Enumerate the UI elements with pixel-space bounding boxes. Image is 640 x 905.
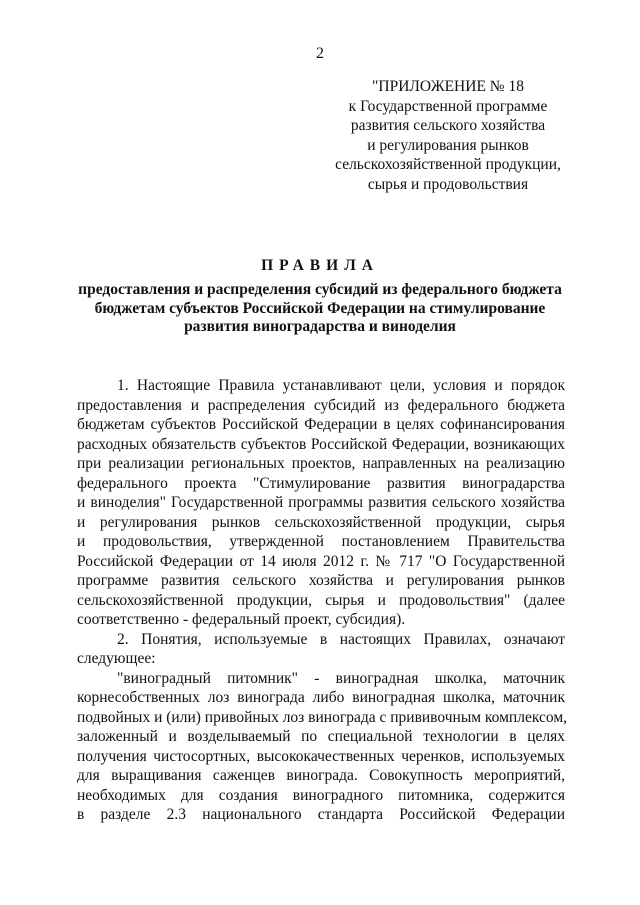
paragraph-1-line: и виноделия" Государственной программы развития сельского хозяйства — [77, 494, 565, 511]
appendix-heading — [332, 77, 564, 194]
page-number: 2 — [316, 45, 324, 62]
paragraph-3-line: для выращивания саженцев винограда. Совокупность мероприятий, — [77, 767, 565, 784]
paragraph-3-line: подвойных и (или) привойных лоз винограда с прививочным комплексом, — [77, 708, 568, 726]
paragraph-1-line: расходных обязательств субъектов Российской Федерации, возникающих — [77, 435, 565, 453]
paragraph-1-line: соответственно - федеральный проект, субсидия). — [77, 611, 406, 628]
paragraph-3-line: заложенный и возделываемый по специальной технологии в целях — [77, 728, 565, 745]
paragraph-3-line: получения чистосортных, высококачественных черенков, используемых — [77, 747, 565, 765]
paragraph-2-line: 2. Понятия, используемые в настоящих Правилах, означают — [117, 630, 565, 648]
appendix-line: "ПРИЛОЖЕНИЕ № 18 — [372, 78, 524, 95]
paragraph-3-line: корнесобственных лоз винограда либо виноградная школка, маточник — [77, 689, 565, 706]
subtitle-line: развития виноградарства и виноделия — [184, 318, 456, 335]
document-body — [77, 376, 568, 825]
appendix-line: сельскохозяйственной продукции, — [335, 156, 561, 173]
paragraph-1-line: 1. Настоящие Правила устанавливают цели, условия и порядок — [117, 377, 565, 394]
appendix-line: к Государственной программе — [348, 97, 548, 115]
document-subtitle — [60, 281, 580, 337]
paragraph-3-line: необходимых для создания виноградного питомника, содержится — [77, 786, 565, 804]
paragraph-1-line: бюджетам субъектов Российской Федерации в целях софинансирования — [77, 416, 565, 433]
paragraph-1-line: и регулирования рынков сельскохозяйственной продукции, сырья — [77, 513, 565, 531]
subtitle-line: бюджетам субъектов Российской Федерации на стимулирование — [94, 299, 546, 317]
paragraph-1-line: программе развития сельского хозяйства и регулирования рынков — [77, 572, 565, 589]
document-title: ПРАВИЛА — [261, 257, 379, 274]
appendix-line: сырья и продовольствия — [367, 175, 529, 193]
paragraph-1-line: федерального проекта "Стимулирование развития виноградарства — [77, 474, 565, 492]
paragraph-1-line: и продовольствия, утвержденной постановлением Правительства — [77, 533, 565, 550]
paragraph-3-line: в разделе 2.3 национального стандарта Российской Федерации — [77, 806, 565, 823]
paragraph-3-line: "виноградный питомник" - виноградная школка, маточник — [117, 669, 565, 687]
paragraph-1-line: Российской Федерации от 14 июля 2012 г. № 717 "О Государственной — [77, 552, 565, 570]
paragraph-1-line: при реализации региональных проектов, направленных на реализацию — [77, 455, 565, 472]
paragraph-2-line: следующее: — [77, 650, 156, 667]
paragraph-1-line: сельскохозяйственной продукции, сырья и продовольствия" (далее — [77, 591, 565, 609]
paragraph-1-line: предоставления и распределения субсидий из федерального бюджета — [77, 396, 565, 414]
appendix-line: развития сельского хозяйства — [350, 117, 546, 134]
appendix-line: и регулирования рынков — [367, 136, 529, 154]
subtitle-line: предоставления и распределения субсидий из федерального бюджета — [78, 281, 562, 298]
